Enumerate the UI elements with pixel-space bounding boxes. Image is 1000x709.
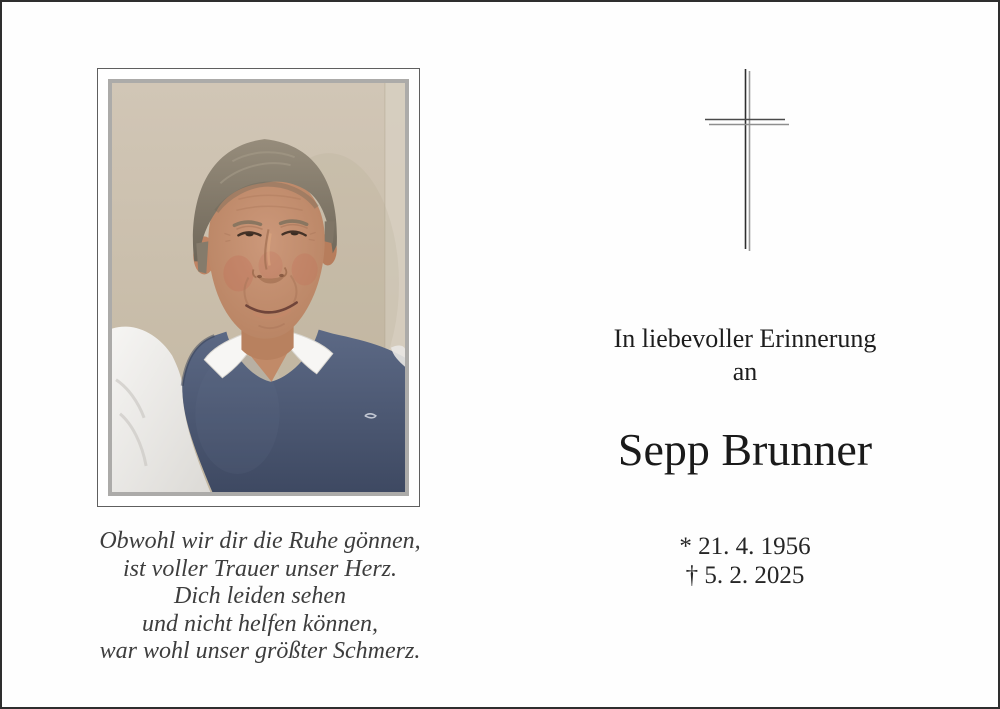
intro-line-1: In liebevoller Erinnerung <box>613 324 877 353</box>
portrait-photo <box>112 83 405 492</box>
deceased-name: Sepp Brunner <box>617 424 873 475</box>
photo-frame <box>97 68 420 507</box>
verse-line: und nicht helfen können, <box>142 610 378 637</box>
memorial-cross-icon <box>697 62 797 257</box>
intro-line-2: an <box>732 357 758 386</box>
mourning-verse <box>40 528 480 666</box>
verse-line: Obwohl wir dir die Ruhe gönnen, <box>99 528 421 554</box>
birth-date: * 21. 4. 1956 <box>679 533 811 560</box>
remembrance-intro <box>565 322 925 388</box>
verse-line: Dich leiden sehen <box>174 583 346 609</box>
life-dates <box>565 533 925 590</box>
death-date: † 5. 2. 2025 <box>685 561 805 589</box>
verse-line: ist voller Trauer unser Herz. <box>122 555 397 582</box>
verse-line: war wohl unser größter Schmerz. <box>99 638 421 664</box>
photo-mat <box>108 79 409 496</box>
